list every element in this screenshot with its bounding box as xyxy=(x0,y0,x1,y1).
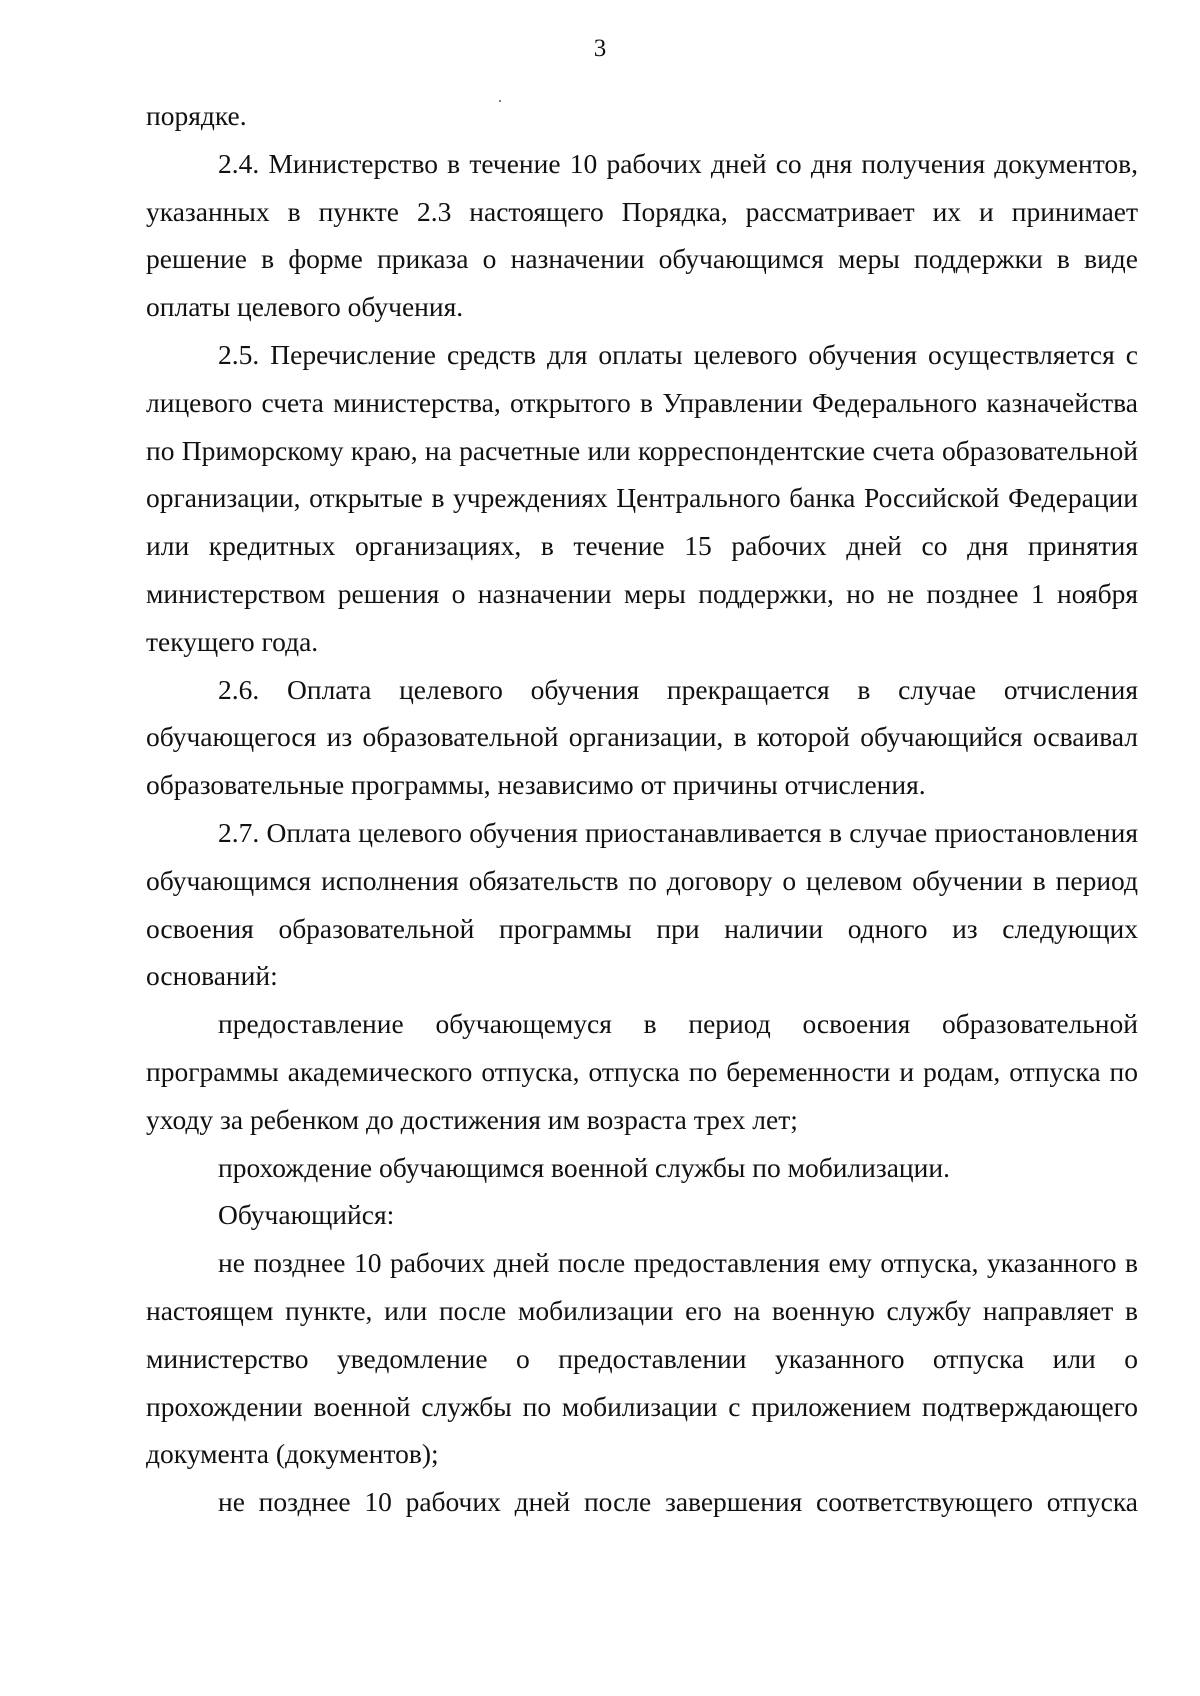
student-obligation-2: не позднее 10 рабочих дней после завершения соответствующего отпуска xyxy=(218,1486,1138,1518)
paragraph-2-5: 2.5. Перечисление средств для оплаты целевого обучения осуществляется с лицевого счета министерства, открытого в Управлении Федерального казначейства по Приморскому краю, на расчетные или корреспондентские счета образовательной организации, открытые в учреждениях Центрального банка Российской Федерации или кредитных организациях, в течение 15 рабочих дней со дня принятия министерством решения о назначении меры поддержки, но не позднее 1 ноября текущего года. xyxy=(146,338,1138,657)
paragraph-continuation: порядке. xyxy=(146,100,247,131)
list-item-leave: предоставление обучающемуся в период освоения образовательной программы академического отпуска, отпуска по беременности и родам, отпуска по уходу за ребенком до достижения им возраста трех лет; xyxy=(146,1008,1138,1135)
student-heading: Обучающийся: xyxy=(218,1199,395,1231)
page-number: 3 xyxy=(593,35,607,62)
paragraph-2-7: 2.7. Оплата целевого обучения приостанавливается в случае приостановления обучающимся исполнения обязательств по договору о целевом обучении в период освоения образовательной программы при наличии одного из следующих оснований: xyxy=(146,816,1138,992)
document-body xyxy=(146,92,1138,1526)
list-item-mobilization: прохождение обучающимся военной службы по мобилизации. xyxy=(218,1151,950,1183)
paragraph-2-4: 2.4. Министерство в течение 10 рабочих дней со дня получения документов, указанных в пункте 2.3 настоящего Порядка, рассматривает их и принимает решение в форме приказа о назначении обучающимся меры поддержки в виде оплаты целевого обучения. xyxy=(146,147,1138,323)
paragraph-2-6: 2.6. Оплата целевого обучения прекращается в случае отчисления обучающегося из образовательной организации, в которой обучающийся осваивал образовательные программы, независимо от причины отчисления. xyxy=(146,673,1138,801)
student-obligation-1: не позднее 10 рабочих дней после предоставления ему отпуска, указанного в настоящем пункте, или после мобилизации его на военную службу направляет в министерство уведомление о предоставлении указанного отпуска или о прохождении военной службы по мобилизации с приложением подтверждающего документа (документов); xyxy=(146,1247,1138,1470)
